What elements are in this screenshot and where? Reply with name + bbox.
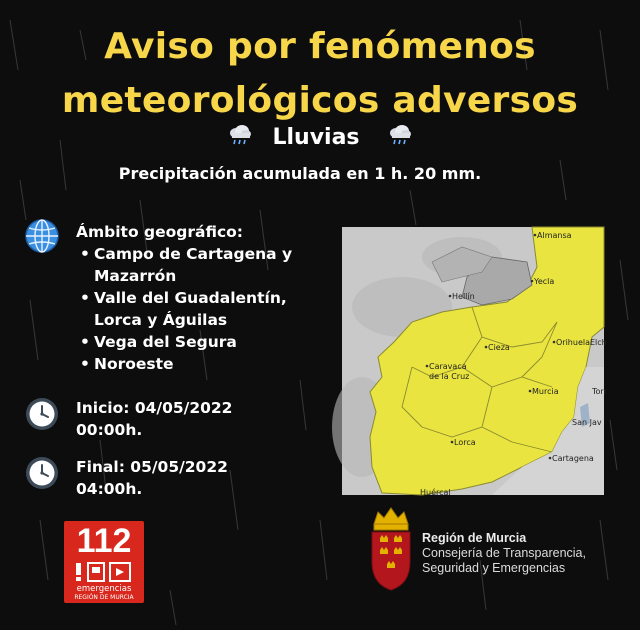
start-date: Inicio: 04/05/2022 xyxy=(76,399,233,417)
list-item: • Noroeste xyxy=(76,353,292,375)
logo-112-region: REGIÓN DE MURCIA xyxy=(74,594,134,601)
emergencias-112-logo xyxy=(64,521,144,603)
map-label-caravaca: Caravaca xyxy=(429,362,467,371)
map-label-caravaca-2: de la Cruz xyxy=(429,372,470,381)
title-line-2: meteorológicos adversos xyxy=(61,80,579,121)
murcia-text xyxy=(422,531,586,576)
logo-112-number: 112 xyxy=(76,522,132,560)
list-item-continuation: Lorca y Águilas xyxy=(94,311,228,329)
list-item: • Vega del Segura xyxy=(76,331,292,353)
subtitle-row xyxy=(0,124,640,152)
map-label-almansa: Almansa xyxy=(537,231,572,240)
map-label-orihuela: Orihuela xyxy=(556,338,590,347)
region-map xyxy=(342,227,607,497)
murcia-department-1: Consejería de Transparencia, xyxy=(422,546,586,560)
region-murcia-crest-icon xyxy=(368,506,414,594)
subtitle: Lluvias xyxy=(272,125,360,150)
geographic-scope xyxy=(76,221,292,375)
map-label-torrevieja: Torr xyxy=(592,387,607,396)
map-label-murcia: Murcia xyxy=(532,387,559,396)
warning-map xyxy=(342,227,607,497)
title-line-1: Aviso por fenómenos xyxy=(104,26,536,67)
rain-cloud-icon xyxy=(387,124,413,152)
globe-icon xyxy=(24,218,60,254)
end-time xyxy=(76,456,228,500)
map-label-huercal: Huércal xyxy=(420,488,451,497)
end-hour: 04:00h. xyxy=(76,480,143,498)
end-date: Final: 05/05/2022 xyxy=(76,458,228,476)
precipitation-text: Precipitación acumulada en 1 h. 20 mm. xyxy=(118,164,482,183)
list-item: • Campo de Cartagena y xyxy=(76,243,292,265)
geo-list xyxy=(76,243,292,375)
clock-icon xyxy=(24,455,60,491)
clock-icon xyxy=(24,396,60,432)
start-hour: 00:00h. xyxy=(76,421,143,439)
map-label-lorca: Lorca xyxy=(454,438,476,447)
logo-112-emergencias: emergencias xyxy=(76,584,132,594)
map-label-elche: Elch xyxy=(590,338,607,347)
map-label-san-javier: San Jav xyxy=(572,418,602,427)
list-item: • Valle del Guadalentín, xyxy=(76,287,292,309)
murcia-department-2: Seguridad y Emergencias xyxy=(422,561,566,575)
list-item-continuation: Mazarrón xyxy=(94,267,177,285)
map-label-cartagena: Cartagena xyxy=(552,454,594,463)
start-time xyxy=(76,397,232,441)
map-label-hellin: Hellín xyxy=(452,292,475,301)
murcia-region-name: Región de Murcia xyxy=(422,531,527,545)
geo-heading: Ámbito geográfico: xyxy=(76,223,243,241)
rain-cloud-icon xyxy=(227,124,253,152)
map-label-yecla: Yecla xyxy=(534,277,555,286)
emergency-symbols-icon xyxy=(74,561,134,583)
map-label-cieza: Cieza xyxy=(488,343,510,352)
